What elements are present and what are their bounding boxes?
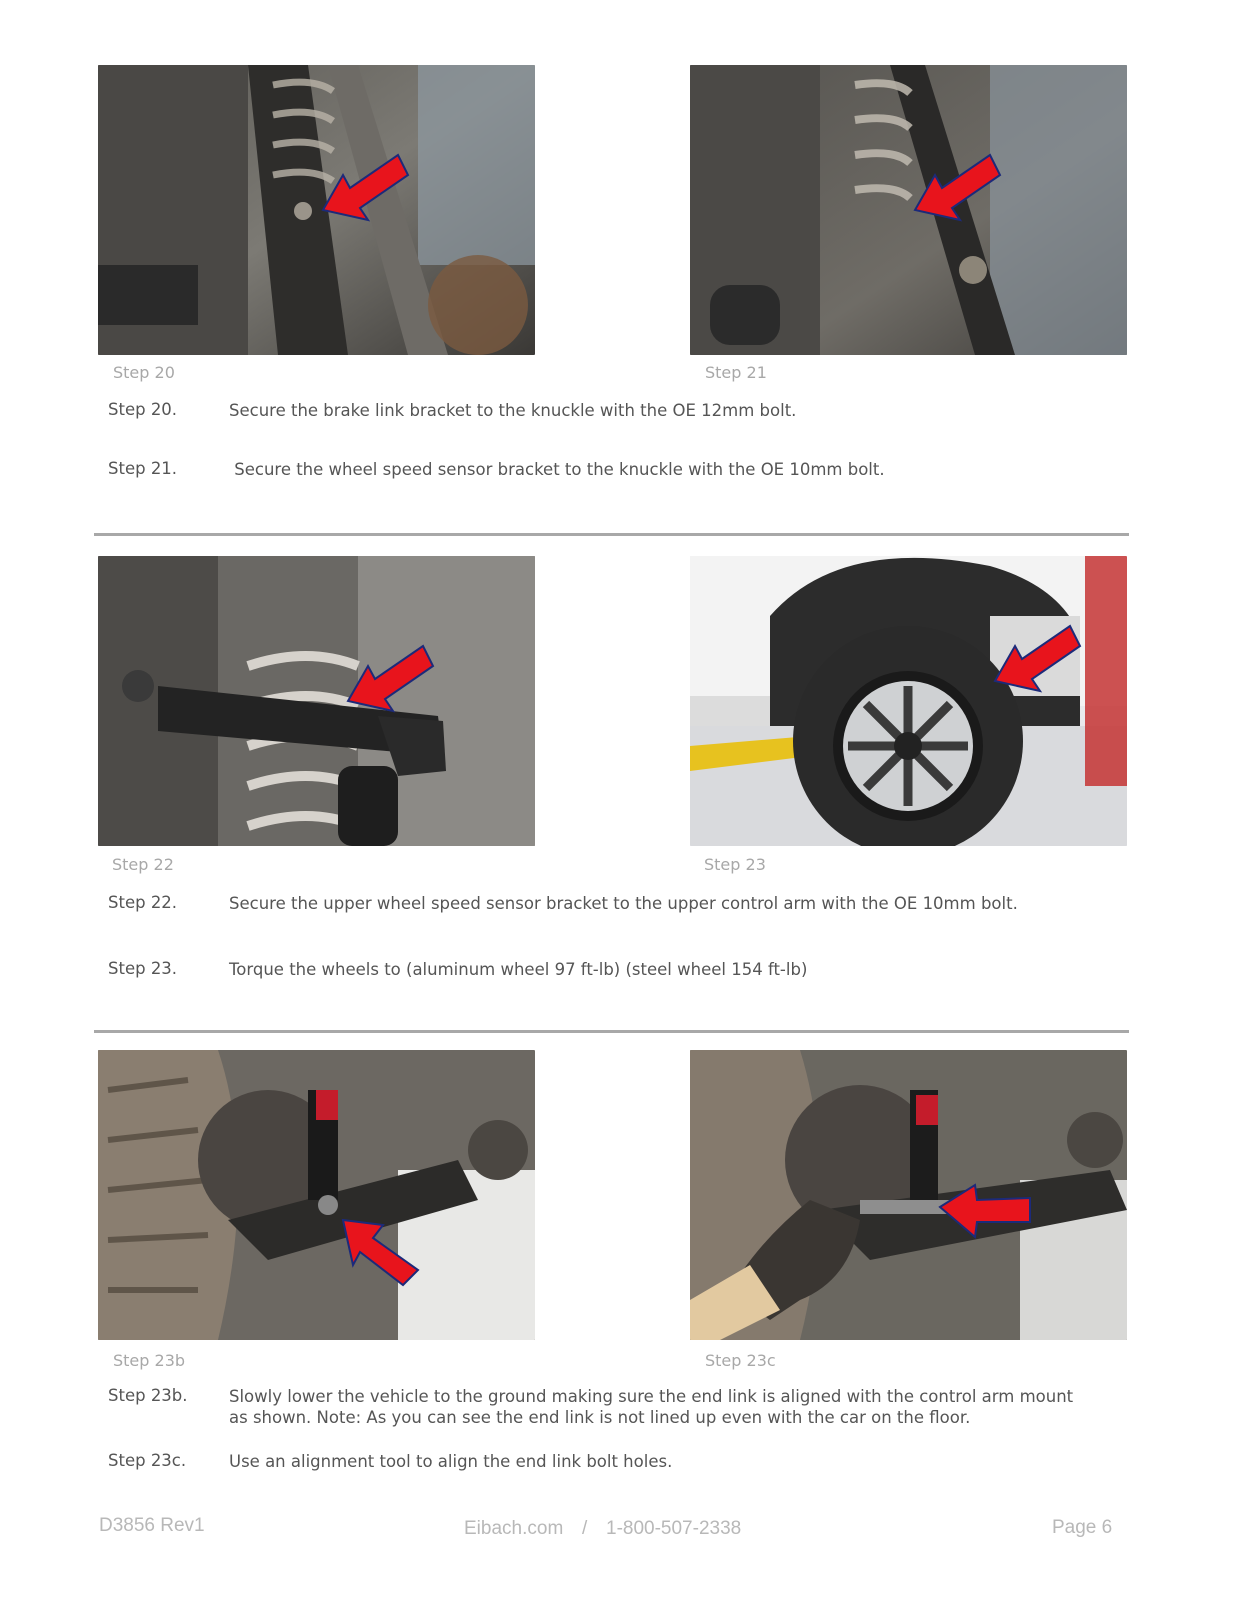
step-text: Secure the brake link bracket to the knuckle with the OE 12mm bolt. (229, 401, 797, 420)
photo-caption: Step 20 (113, 363, 175, 382)
step-label: Step 23. (108, 959, 178, 978)
footer-doc-id: D3856 Rev1 (99, 1515, 205, 1536)
photo-caption: Step 21 (705, 363, 767, 382)
photo-step-23c (690, 1050, 1127, 1340)
photo-caption: Step 23b (113, 1351, 186, 1370)
step-text: Secure the wheel speed sensor bracket to the knuckle with the OE 10mm bolt. (229, 460, 885, 479)
step-label: Step 20. (108, 400, 178, 419)
footer-phone: 1-800-507-2338 (606, 1518, 742, 1539)
step-text: Secure the upper wheel speed sensor bracket to the upper control arm with the OE 10mm bolt. (229, 894, 1018, 913)
step-text: Slowly lower the vehicle to the ground making sure the end link is aligned with the control arm mount as shown. Note: As you can see the end link is not lined up even with the car on the floor. (229, 1387, 1074, 1427)
step-text: Torque the wheels to (aluminum wheel 97 ft-lb) (steel wheel 154 ft-lb) (229, 960, 808, 979)
step-label: Step 22. (108, 893, 178, 912)
footer-separator: / (582, 1518, 588, 1539)
photo-caption: Step 23 (704, 855, 766, 874)
step-label: Step 21. (108, 459, 178, 478)
step-text: Use an alignment tool to align the end link bolt holes. (229, 1452, 673, 1471)
step-label: Step 23c. (108, 1451, 187, 1470)
photo-caption: Step 23c (705, 1351, 776, 1370)
photo-step-22 (98, 556, 535, 846)
photo-step-21 (690, 65, 1127, 355)
photo-step-23b (98, 1050, 535, 1340)
footer-website: Eibach.com (464, 1518, 564, 1539)
section-divider (94, 1030, 1129, 1033)
step-label: Step 23b. (108, 1386, 188, 1405)
photo-caption: Step 22 (112, 855, 174, 874)
photo-step-23 (690, 556, 1127, 846)
section-divider (94, 533, 1129, 536)
footer-page-number: Page 6 (1052, 1517, 1113, 1538)
photo-step-20 (98, 65, 535, 355)
